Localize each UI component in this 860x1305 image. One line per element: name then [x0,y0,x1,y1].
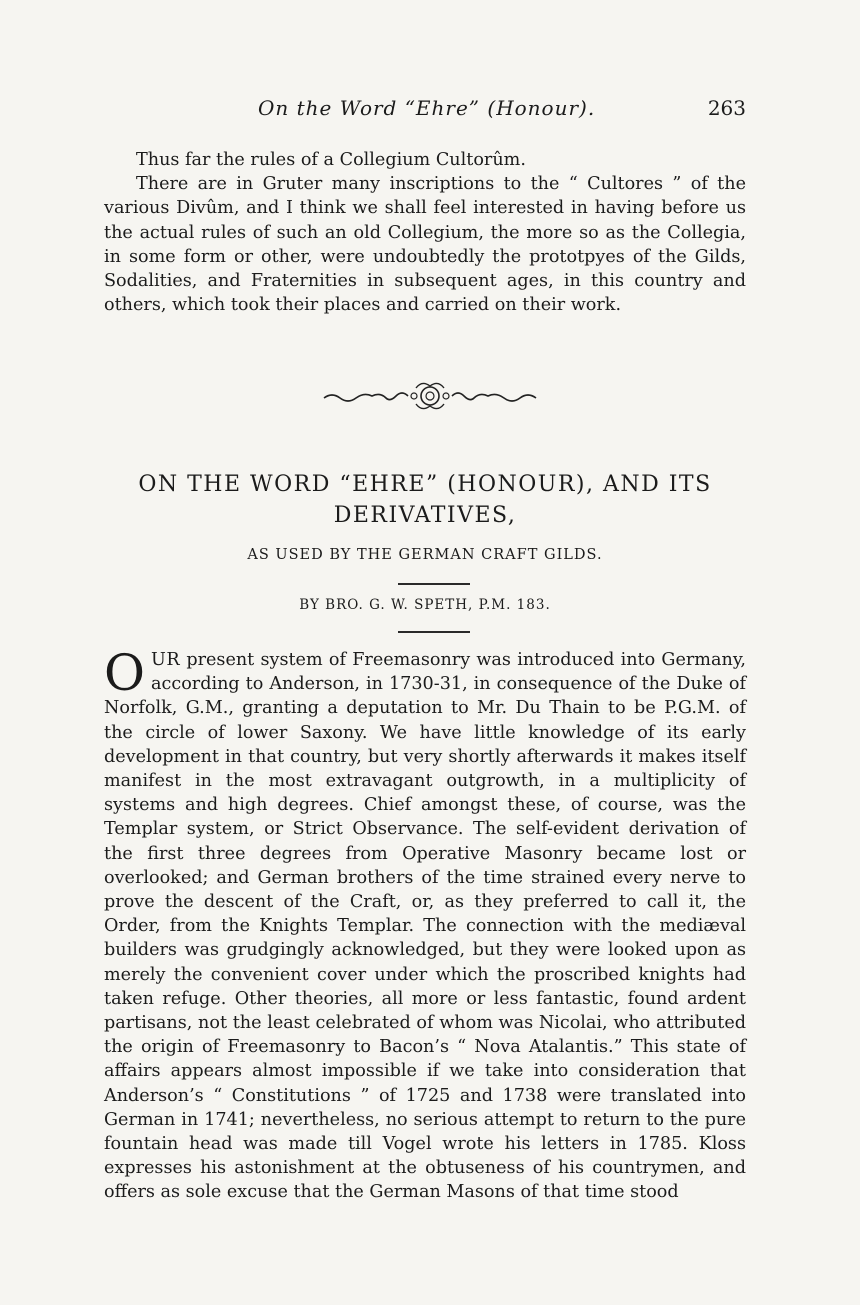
closing-paragraph: There are in Gruter many inscriptions to the “ Cultores ” of the various Divûm, and I think we shall feel interested in having before us the actual rules of such an old Collegium, the more so as the Collegia, in some form or other, were undoubtedly the prototpyes of the Gilds, Sodalities, and Fraternities in subsequent ages, in this country and others, which took their places and carried on their work. [104,174,746,316]
body-paragraph [104,644,747,1205]
article-title-line-2: DERIVATIVES, [333,503,517,528]
ornament-divider-icon [320,376,540,416]
article-title-line-1: ON THE WORD “EHRE” (HONOUR), AND ITS [138,472,712,497]
drop-cap: O [104,644,145,702]
title-rule [398,583,470,585]
article-subtitle: AS USED BY THE GERMAN CRAFT GILDS. [247,547,603,563]
article-body [104,644,747,1205]
previous-article-text [104,148,746,317]
byline-rule [398,631,470,633]
body-text: present system of Freemasonry was introduced into Germany, according to Anderson, in 1730-31, in consequence of the Duke of Norfolk, G.M., granting a deputation to Mr. Du Thain to be P.G.M. of the circle of lower Saxony. We have little knowledge of its early development in that country, but very shortly afterwards it makes itself manifest in the most extravagant outgrowth, in a multiplicity of systems and high degrees. Chief amongst these, of course, was the Templar system, or Strict Observance. The self-evident derivation of the first three degrees from Operative Masonry became lost or overlooked; and German brothers of the time strained every nerve to prove the descent of the Craft, or, as they preferred to call it, the Order, from the Knights Templar. The connection with the mediæval builders was grudgingly acknowledged, but they were looked upon as merely the convenient cover under which the proscribed knights had taken refuge. Other theories, all more or less fantastic, found ardent partisans, not the least celebrated of whom was Nicolai, who attributed the origin of Freemasonry to Bacon’s “ Nova Atalantis.” This state of affairs appears almost impossible if we take into consideration that Anderson’s “ Constitutions ” of 1725 and 1738 were translated into German in 1741; nevertheless, no serious attempt to return to the pure fountain head was made till Vogel wrote his letters in 1785. Kloss expresses his astonishment at the obtuseness of his countrymen, and offers as sole excuse that the German Masons of that time stood [104,650,747,1203]
author-byline: BY BRO. G. W. SPETH, P.M. 183. [299,597,551,613]
closing-line: Thus far the rules of a Collegium Cultorûm. [136,150,526,170]
running-head [104,96,746,126]
page-number: 263 [707,96,746,120]
first-word-rest: UR [151,650,181,670]
running-head-title: On the Word “Ehre” (Honour). [258,96,596,120]
